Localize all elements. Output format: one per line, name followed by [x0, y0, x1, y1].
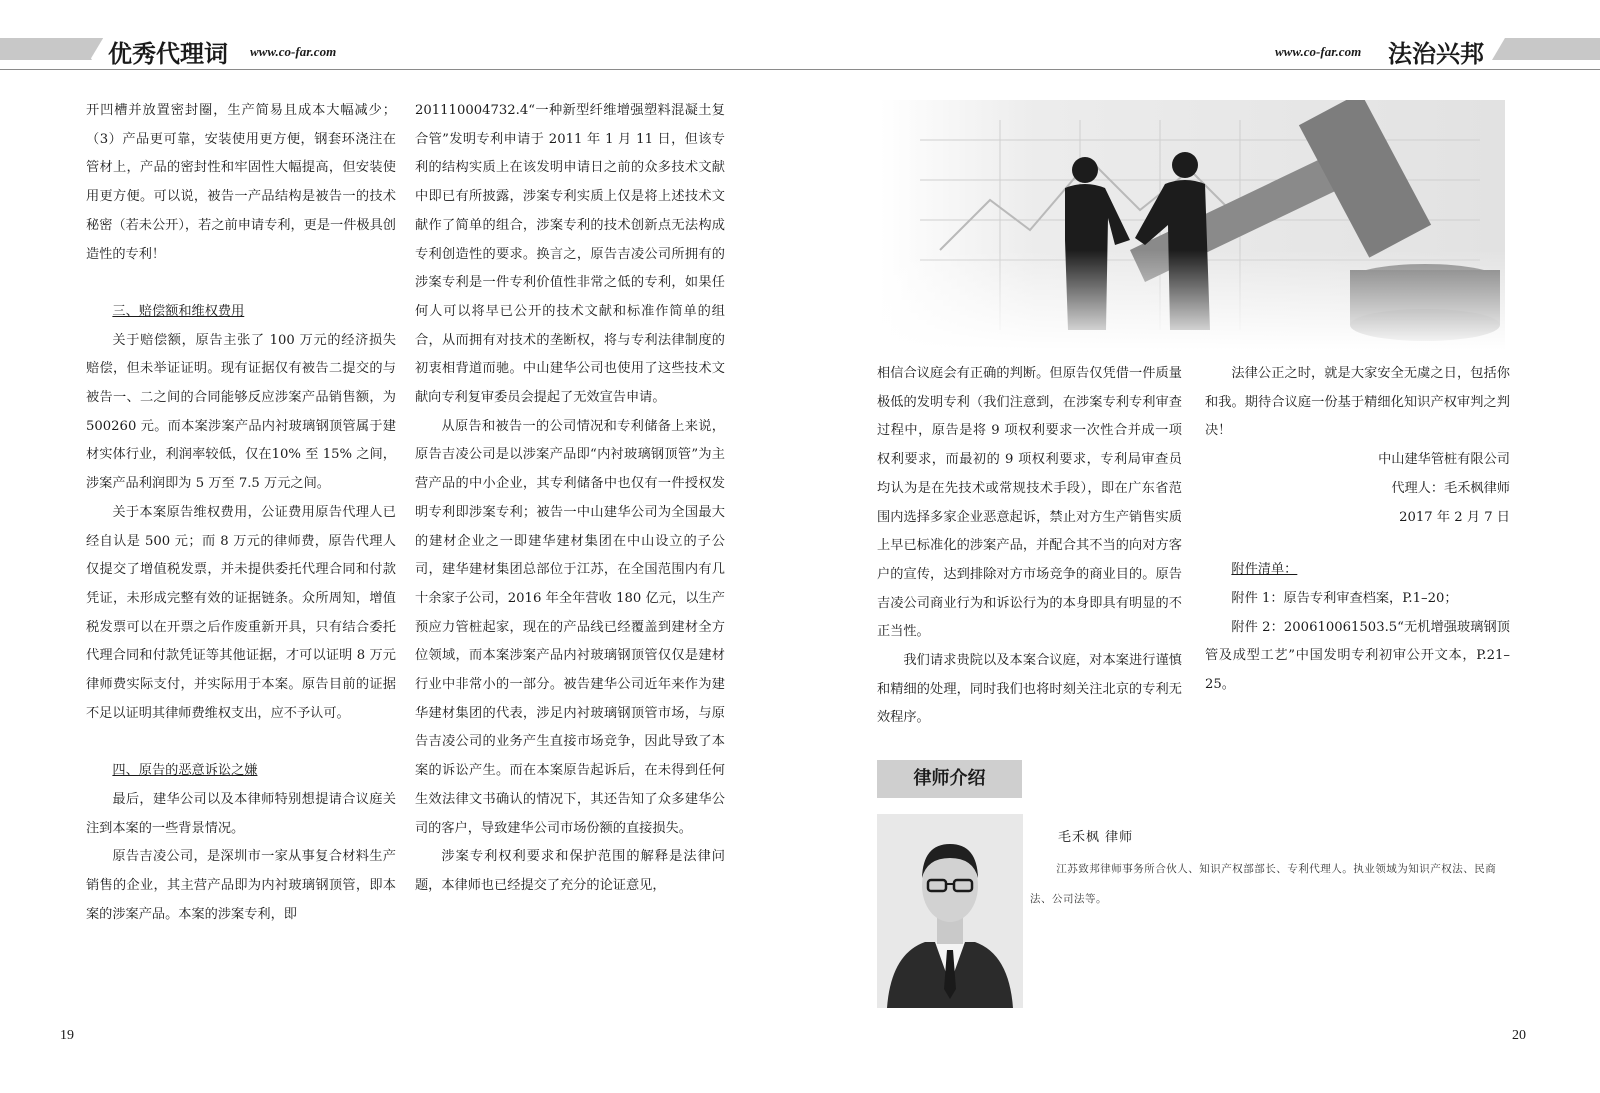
paragraph: 最后，建华公司以及本律师特别想提请合议庭关注到本案的一些背景情况。: [86, 791, 396, 836]
lawyer-portrait: [877, 814, 1023, 1008]
header-left-url[interactable]: www.co-far.com: [250, 44, 337, 59]
page-number-right: 20: [1512, 1028, 1526, 1043]
signature-agent: 代理人：毛禾枫律师: [1391, 480, 1510, 496]
section-heading-compensation: 三、赔偿额和维权费用: [112, 303, 245, 319]
signature-company: 中山建华管桩有限公司: [1378, 452, 1510, 468]
attachment-item: 附件 2：200610061503.5“无机增强玻璃钢顶管及成型工艺”中国发明专利初审公开文本，P.21–25。: [1205, 619, 1510, 693]
lawyer-bio: 江苏致邦律师事务所合伙人、知识产权部部长、专利代理人。执业领域为知识产权法、民商法、公司法等。: [1030, 863, 1497, 905]
page-number-left: 19: [60, 1028, 74, 1043]
lawyer-name: 毛禾枫 律师: [1058, 830, 1134, 845]
paragraph: 开凹槽并放置密封圈，生产简易且成本大幅减少；（3）产品更可靠，安装使用更方便，钢套环浇注在管材上，产品的密封性和牢固性大幅提高，但安装使用更方便。可以说，被告一产品结构是被告一的技术秘密（若未公开），若之前申请专利，更是一件极具创造性的专利！: [86, 103, 396, 262]
header-left-title: 优秀代理词: [108, 40, 228, 68]
lawyer-intro-badge: 律师介绍: [877, 760, 1022, 798]
header-right-title: 法治兴邦: [1388, 40, 1484, 68]
paragraph: 相信合议庭会有正确的判断。但原告仅凭借一件质量极低的发明专利（我们注意到，在涉案专利专利审查过程中，原告是将 9 项权利要求一次性合并成一项权利要求，而最初的 9 项权利要求，专利局审查员均认为是在先技术或常规技术手段），即在广东省范围内选择多家企业恶意起诉，禁止对方生产销售实质上早已标准化的涉案产品，并配合其不当的向对方客户的宣传，达到排除对方市场竞争的商业目的。原告吉凌公司商业行为和诉讼行为的本身即具有明显的不正当性。: [877, 366, 1182, 640]
text-column-4: [1205, 360, 1510, 700]
attachments-heading: 附件清单：: [1231, 562, 1298, 578]
header-right-url[interactable]: www.co-far.com: [1275, 44, 1362, 59]
text-column-3: [877, 360, 1182, 733]
header-rule: [0, 69, 1600, 70]
text-column-1: [86, 97, 396, 929]
gavel-handshake-illustration: [880, 100, 1505, 350]
header-band-left-stripe: [0, 38, 92, 60]
attachment-item: 附件 1：原告专利审查档案，P.1–20；: [1231, 590, 1458, 606]
paragraph: 201110004732.4“一种新型纤维增强塑料混凝土复合管”发明专利申请于 2011 年 1 月 11 日，但该专利的结构实质上在该发明申请日之前的众多技术文献中即已有所披露，涉案专利实质上仅是将上述技术文献作了简单的组合，涉案专利的技术创新点无法构成专利创造性的要求。换言之，原告吉凌公司所拥有的涉案专利是一件专利价值性非常之低的专利，如果任何人可以将早已公开的技术文献和标准作简单的组合，从而拥有对技术的垄断权，将与专利法律制度的初衷相背道而驰。中山建华公司也使用了这些技术文献向专利复审委员会提起了无效宣告申请。: [415, 103, 725, 406]
text-column-2: [415, 97, 725, 901]
paragraph: 涉案专利权利要求和保护范围的解释是法律问题，本律师也已经提交了充分的论证意见，: [415, 849, 725, 893]
paragraph: 关于本案原告维权费用，公证费用原告代理人已经自认是 500 元；而 8 万元的律师费，原告代理人仅提交了增值税发票，并未提供委托代理合同和付款凭证，未形成完整有效的证据链条。众所周知，增值税发票可以在开票之后作废重新开具，只有结合委托代理合同和付款凭证等其他证据，才可以证明 8 万元律师费实际支付，并实际用于本案。原告目前的证据不足以证明其律师费维权支出，应不予认可。: [86, 504, 396, 721]
header-band-right: [1492, 38, 1600, 60]
section-heading-malicious-litigation: 四、原告的恶意诉讼之嫌: [112, 763, 258, 779]
paragraph: 关于赔偿额，原告主张了 100 万元的经济损失赔偿，但未举证证明。现有证据仅有被告二提交的与被告一、二之间的合同能够反应涉案产品销售额，为 500260 元。而本案涉案产品内衬玻璃钢顶管属于建材实体行业，利润率较低，仅在10% 至 15% 之间，涉案产品利润即为 5 万至 7.5 万元之间。: [86, 332, 396, 492]
paragraph: 法律公正之时，就是大家安全无虞之日，包括你和我。期待合议庭一份基于精细化知识产权审判之判决！: [1205, 366, 1510, 439]
paragraph: 从原告和被告一的公司情况和专利储备上来说，原告吉凌公司是以涉案产品即“内衬玻璃钢顶管”为主营产品的中小企业，其专利储备中也仅有一件授权发明专利即涉案专利；被告一中山建华公司为全国最大的建材企业之一即建华建材集团在中山设立的子公司，建华建材集团总部位于江苏，在全国范围内有几十余家子公司，2016 年全年营收 180 亿元，以生产预应力管桩起家，现在的产品线已经覆盖到建材全方位领域，而本案涉案产品内衬玻璃钢顶管仅仅是建材行业中非常小的一部分。被告建华公司近年来作为建华建材集团的代表，涉足内衬玻璃钢顶管市场，与原告吉凌公司的业务产生直接市场竞争，因此导致了本案的诉讼产生。而在本案原告起诉后，在未得到任何生效法律文书确认的情况下，其还告知了众多建华公司的客户，导致建华公司市场份额的直接损失。: [415, 418, 725, 836]
paragraph: 原告吉凌公司，是深圳市一家从事复合材料生产销售的企业，其主营产品即为内衬玻璃钢顶管，即本案的涉案产品。本案的涉案专利，即: [86, 849, 396, 922]
signature-date: 2017 年 2 月 7 日: [1399, 509, 1510, 525]
paragraph: 我们请求贵院以及本案合议庭，对本案进行谨慎和精细的处理，同时我们也将时刻关注北京的专利无效程序。: [877, 653, 1182, 726]
